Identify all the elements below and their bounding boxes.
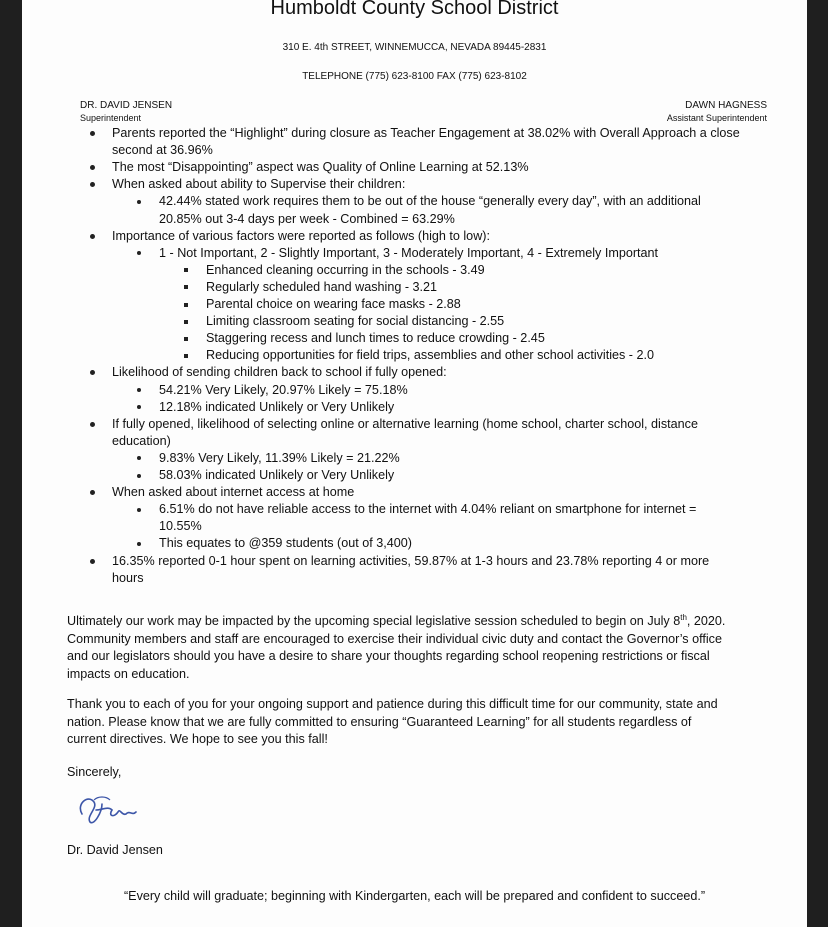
list-item-level-1: The most “Disappointing” aspect was Quality of Online Learning at 52.13% [112, 160, 529, 175]
bullet-marker [184, 320, 188, 324]
list-item-level-1: Likelihood of sending children back to school if fully opened: [112, 365, 447, 380]
signer-name: Dr. David Jensen [67, 843, 163, 857]
bullet-marker [184, 268, 188, 272]
paragraph-line: and our legislators should you have a desire to share your thoughts regarding school reopening restrictions or fiscal [67, 649, 710, 664]
thank-you-paragraph [67, 696, 767, 749]
bullet-marker [137, 405, 141, 409]
bullet-marker [90, 559, 95, 564]
bullet-marker [137, 200, 141, 204]
superintendent-title: Superintendent [80, 113, 142, 123]
list-item-level-2: 9.83% Very Likely, 11.39% Likely = 21.22% [159, 450, 400, 465]
list-item-level-2: This equates to @359 students (out of 3,400) [159, 536, 412, 551]
assistant-superintendent-title: Assistant Superintendent [666, 113, 767, 123]
bullet-marker [137, 251, 141, 255]
list-item-level-1: Parents reported the “Highlight” during closure as Teacher Engagement at 38.02% with Overall Approach a close [112, 126, 740, 140]
paragraph-line: Thank you to each of you for your ongoing support and patience during this difficult time for our community, state and [67, 697, 718, 711]
list-item-level-2: 6.51% do not have reliable access to the internet with 4.04% reliant on smartphone for internet = [159, 502, 697, 517]
letter-page [22, 0, 807, 927]
district-name: Humboldt County School District [270, 0, 559, 19]
bullet-marker [137, 388, 141, 392]
list-item-level-1: 16.35% reported 0-1 hour spent on learning activities, 59.87% at 1-3 hours and 23.78% reporting 4 or more [112, 553, 710, 568]
legislative-paragraph [67, 609, 767, 683]
bullet-marker [137, 474, 141, 478]
district-telephone: TELEPHONE (775) 623-8100 FAX (775) 623-8102 [302, 71, 527, 82]
bullet-marker [137, 542, 141, 546]
list-item-level-2: 1 - Not Important, 2 - Slightly Important, 3 - Moderately Important, 4 - Extremely Important [159, 245, 659, 260]
survey-results-list [22, 0, 807, 600]
paragraph-line: Community members and staff are encouraged to exercise their individual civic duty and contact the Governor’s office [67, 631, 722, 646]
assistant-superintendent-name: DAWN HAGNESS [685, 100, 767, 111]
bullet-marker [90, 422, 95, 427]
bullet-marker [90, 370, 95, 375]
list-item-level-2: 42.44% stated work requires them to be out of the house “generally every day”, with an additional [159, 194, 701, 209]
paragraph-line: current directives. We hope to see you this fall! [67, 732, 328, 746]
list-item-level-2: 54.21% Very Likely, 20.97% Likely = 75.18% [159, 382, 408, 397]
bullet-marker [137, 508, 141, 512]
list-item-level-3: Enhanced cleaning occurring in the schools - 3.49 [206, 262, 485, 277]
bullet-marker [90, 131, 95, 136]
bullet-marker [184, 285, 188, 289]
bullet-marker [184, 303, 188, 307]
bullet-marker [184, 354, 188, 358]
list-item-level-1: second at 36.96% [112, 143, 213, 158]
bullet-marker [90, 165, 95, 170]
bullet-marker [90, 490, 95, 495]
closing: Sincerely, [67, 765, 122, 779]
paragraph-line: impacts on education. [67, 666, 190, 681]
superintendent-name: DR. DAVID JENSEN [80, 100, 173, 111]
list-item-level-3: Limiting classroom seating for social distancing - 2.55 [206, 314, 505, 329]
bullet-marker [90, 234, 95, 239]
list-item-level-1: When asked about ability to Supervise their children: [112, 177, 406, 192]
list-item-level-3: Regularly scheduled hand washing - 3.21 [206, 279, 438, 294]
district-address: 310 E. 4th STREET, WINNEMUCCA, NEVADA 89445-2831 [282, 42, 547, 53]
list-item-level-1: education) [112, 433, 171, 448]
list-item-level-2: 12.18% indicated Unlikely or Very Unlikely [159, 399, 395, 414]
district-motto: “Every child will graduate; beginning with Kindergarten, each will be prepared and confident to succeed.” [123, 889, 706, 903]
list-item-level-1: If fully opened, likelihood of selecting online or alternative learning (home school, charter school, distance [112, 416, 698, 431]
list-item-level-3: Staggering recess and lunch times to reduce crowding - 2.45 [206, 331, 545, 346]
list-item-level-1: When asked about internet access at home [112, 485, 355, 500]
list-item-level-3: Reducing opportunities for field trips, assemblies and other school activities - 2.0 [206, 348, 655, 363]
list-item-level-3: Parental choice on wearing face masks - 2.88 [206, 297, 461, 311]
list-item-level-2: 20.85% out 3-4 days per week - Combined = 63.29% [159, 211, 455, 226]
paragraph-line: nation. Please know that we are fully committed to ensuring “Guaranteed Learning” for all students regardless of [67, 714, 692, 729]
bullet-marker [90, 182, 95, 187]
bullet-marker [184, 337, 188, 341]
list-item-level-1: hours [112, 570, 144, 585]
paragraph-line: Ultimately our work may be impacted by the upcoming special legislative session scheduled to begin on July 8th, 2020. [67, 613, 726, 629]
list-item-level-1: Importance of various factors were reported as follows (high to low): [112, 228, 490, 243]
signature-image [72, 786, 162, 836]
list-item-level-2: 58.03% indicated Unlikely or Very Unlikely [159, 468, 395, 482]
list-item-level-2: 10.55% [159, 519, 202, 534]
bullet-marker [137, 456, 141, 460]
